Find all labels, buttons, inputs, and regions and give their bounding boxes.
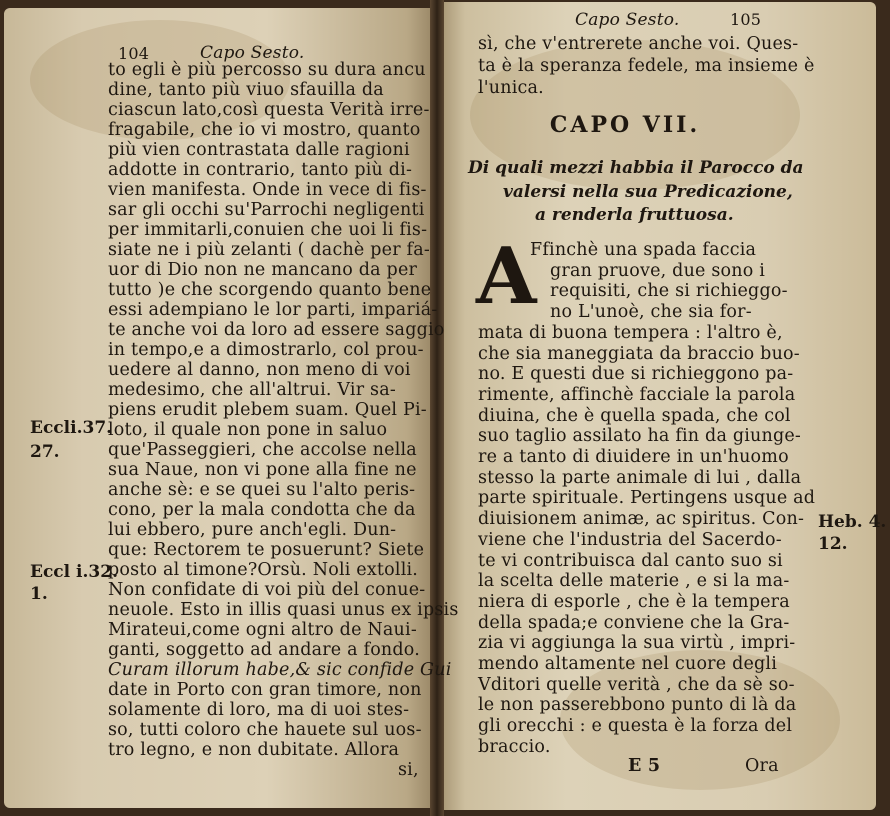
text-line: stesso la parte animale di lui , dalla bbox=[478, 467, 802, 488]
margin-note: Heb. 4. bbox=[818, 512, 887, 532]
chapter-subtitle-line: a renderla fruttuosa. bbox=[535, 205, 734, 225]
text-line: requisiti, che si richieggo- bbox=[550, 281, 788, 302]
chapter-subtitle-line: Di quali mezzi habbia il Parocco da bbox=[468, 158, 804, 178]
text-line: lui ebbero, pure anch'egli. Dun- bbox=[108, 520, 397, 540]
text-line: uor di Dio non ne mancano da per bbox=[108, 260, 418, 280]
text-line: mata di buona tempera : l'altro è, bbox=[478, 322, 783, 343]
text-line: parte spirituale. Pertingens usque ad bbox=[478, 488, 816, 509]
catchword: Ora bbox=[745, 756, 779, 776]
text-line: sua Naue, non vi pone alla fine ne bbox=[108, 460, 417, 480]
text-line: sì, che v'entrerete anche voi. Ques- bbox=[478, 34, 799, 54]
margin-note: 12. bbox=[818, 534, 848, 554]
text-line: ta è la speranza fedele, ma insieme è bbox=[478, 56, 815, 76]
text-line: l'unica. bbox=[478, 78, 544, 98]
book-gutter bbox=[430, 0, 444, 816]
text-line: Non confidate di voi più del conue- bbox=[108, 580, 426, 600]
text-line: diuina, che è quella spada, che col bbox=[478, 405, 791, 426]
margin-note: Eccli.37. bbox=[30, 418, 113, 438]
text-line: que: Rectorem te posuerunt? Siete bbox=[108, 540, 425, 560]
text-line: diuisionem animæ, ac spiritus. Con- bbox=[478, 509, 805, 530]
text-line: Ffinchè una spada faccia bbox=[530, 240, 757, 260]
text-line: niera di esporle , che è la tempera bbox=[478, 591, 790, 612]
text-line: viene che l'industria del Sacerdo- bbox=[478, 529, 782, 550]
text-line: sar gli occhi su'Parrochi negligenti bbox=[108, 200, 425, 220]
text-line: gran pruove, due sono i bbox=[550, 260, 766, 281]
text-line: solamente di loro, ma di uoi stes- bbox=[108, 700, 410, 720]
text-line: che sia maneggiata da braccio buo- bbox=[478, 343, 800, 364]
text-line: rimente, affinchè facciale la parola bbox=[478, 384, 796, 405]
text-line: tutto )e che scorgendo quanto bene bbox=[108, 280, 432, 300]
text-line: ganti, soggetto ad andare a fondo. bbox=[108, 640, 420, 660]
text-line: loto, il quale non pone in saluo bbox=[108, 420, 388, 440]
text-line: re a tanto di diuidere in un'huomo bbox=[478, 447, 789, 467]
text-line: in tempo,e a dimostrarlo, col prou- bbox=[108, 340, 424, 360]
text-line: tro legno, e non dubitate. Allora bbox=[108, 740, 400, 760]
text-line: della spada;e conviene che la Gra- bbox=[478, 612, 790, 633]
text-line: addotte in contrario, tanto più di- bbox=[108, 160, 413, 180]
text-line: so, tutti coloro che hauete sul uos- bbox=[108, 720, 422, 740]
text-line: fragabile, che io vi mostro, quanto bbox=[108, 120, 421, 140]
text-line: essi adempiano le lor parti, impariá- bbox=[108, 300, 438, 320]
text-line: siate ne i più zelanti ( dachè per fa- bbox=[108, 240, 430, 260]
text-line: piens erudit plebem suam. Quel Pi- bbox=[108, 400, 427, 420]
margin-note: 27. bbox=[30, 442, 60, 462]
right-running-head: Capo Sesto. bbox=[575, 10, 680, 30]
text-line: braccio. bbox=[478, 736, 551, 757]
text-line: vien manifesta. Onde in vece di fis- bbox=[108, 180, 427, 200]
text-line: posto al timone?Orsù. Noli extolli. bbox=[108, 560, 419, 580]
text-line: neuole. Esto in illis quasi unus ex ipsis bbox=[108, 600, 459, 620]
text-line: le non passerebbono punto di là da bbox=[478, 695, 797, 716]
text-line: que'Passeggieri, che accolse nella bbox=[108, 440, 417, 460]
signature-mark: E 5 bbox=[628, 756, 661, 776]
text-line: Mirateui,come ogni altro de Naui- bbox=[108, 620, 417, 640]
text-line: to egli è più percosso su dura ancu bbox=[108, 60, 426, 80]
text-line: uedere al danno, non meno di voi bbox=[108, 360, 411, 380]
margin-note: Eccl i.32. bbox=[30, 562, 118, 582]
chapter-subtitle-line: valersi nella sua Predicazione, bbox=[503, 182, 793, 202]
text-line: zia vi aggiunga la sua virtù , impri- bbox=[478, 633, 796, 654]
text-line: ciascun lato,così questa Verità irre- bbox=[108, 100, 430, 120]
margin-note: 1. bbox=[30, 584, 48, 604]
text-line: medesimo, che all'altrui. Vir sa- bbox=[108, 380, 396, 400]
text-line: suo taglio assilato ha fin da giunge- bbox=[478, 426, 802, 447]
left-running-head: Capo Sesto. bbox=[200, 43, 305, 63]
text-line: per immitarli,conuien che uoi li fis- bbox=[108, 220, 428, 240]
chapter-title: CAPO VII. bbox=[549, 112, 701, 138]
text-line: Vditori quelle verità , che da sè so- bbox=[478, 674, 795, 695]
left-page-number: 104 bbox=[118, 44, 150, 63]
text-line: si, bbox=[398, 760, 419, 780]
text-line: cono, per la mala condotta che da bbox=[108, 500, 416, 520]
text-line: più vien contrastata dalle ragioni bbox=[108, 140, 410, 160]
text-line: te vi contribuisca dal canto suo si bbox=[478, 550, 783, 571]
text-line: mendo altamente nel cuore degli bbox=[478, 654, 778, 674]
text-line: gli orecchi : e questa è la forza del bbox=[478, 716, 793, 737]
text-line: te anche voi da loro ad essere saggio bbox=[108, 320, 445, 340]
text-line: no L'unoè, che sia for- bbox=[550, 302, 752, 323]
right-page-number: 105 bbox=[730, 10, 762, 29]
drop-cap: A bbox=[476, 231, 537, 322]
text-line: Curam illorum habe,& sic confide Gui bbox=[108, 660, 452, 680]
text-line: no. E questi due si richieggono pa- bbox=[478, 364, 794, 385]
text-line: la scelta delle materie , e si la ma- bbox=[478, 571, 790, 592]
text-line: dine, tanto più viuo sfauilla da bbox=[108, 80, 384, 100]
text-line: anche sè: e se quei su l'alto peris- bbox=[108, 480, 416, 500]
text-line: date in Porto con gran timore, non bbox=[108, 680, 422, 700]
